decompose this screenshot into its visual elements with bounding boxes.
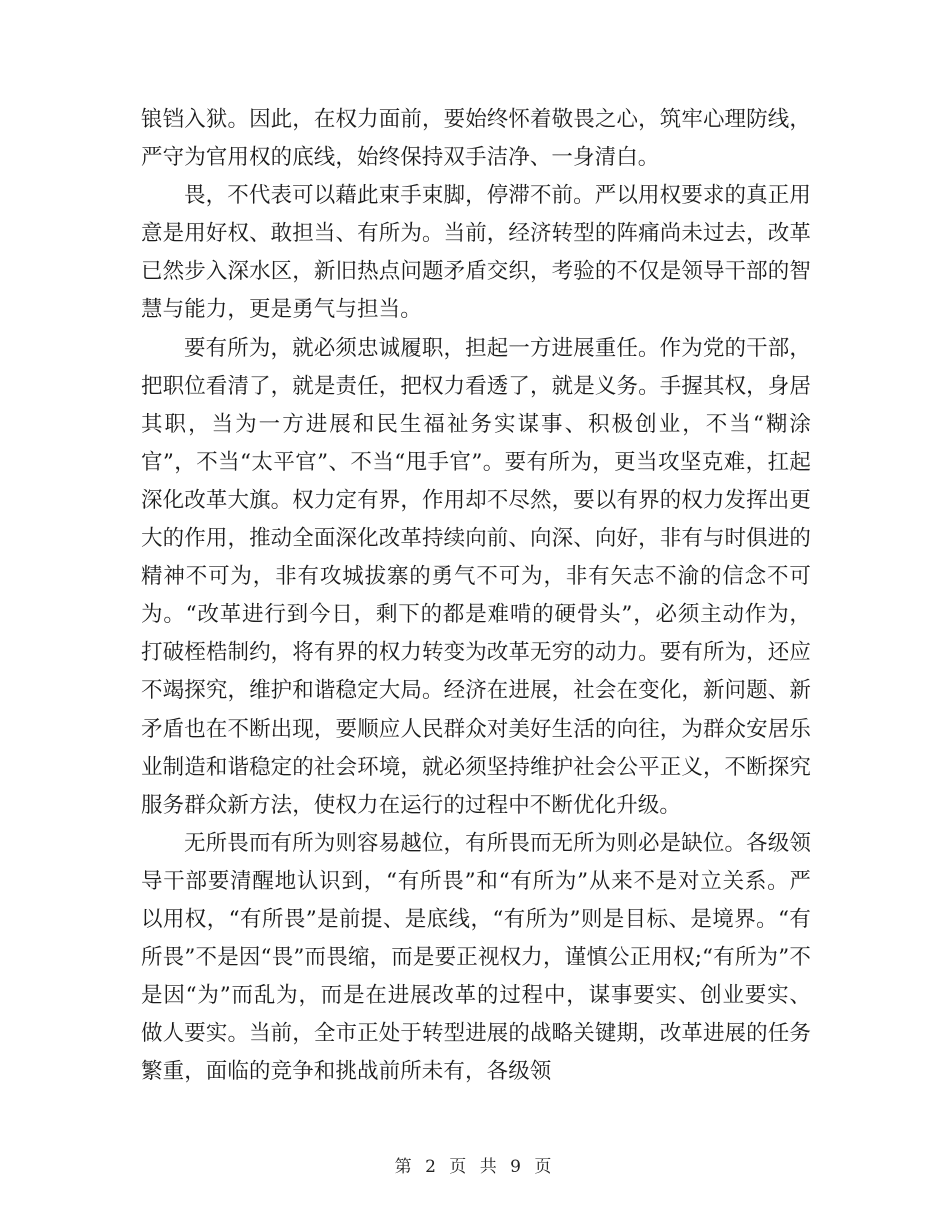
paragraph: 要有所为，就必须忠诚履职，担起一方进展重任。作为党的干部，把职位看清了，就是责任，把权力看透了，就是义务。手握其权，身居其职，当为一方进展和民生福祉务实谋事、积极创业，不当“糊涂官”，不当“太平官”、不当“甩手官”。要有所为，更当攻坚克难，扛起深化改革大旗。权力定有界，作用却不尽然，要以有界的权力发挥出更大的作用，推动全面深化改革持续向前、向深、向好，非有与时俱进的精神不可为，非有攻城拔寨的勇气不可为，非有矢志不渝的信念不可为。“改革进行到今日，剩下的都是难啃的硬骨头”，必须主动作为，打破桎梏制约，将有界的权力转变为改革无穷的动力。要有所为，还应不竭探究，维护和谐稳定大局。经济在进展，社会在变化，新问题、新矛盾也在不断出现，要顺应人民群众对美好生活的向往，为群众安居乐业制造和谐稳定的社会环境，就必须坚持维护社会公平正义，不断探究服务群众新方法，使权力在运行的过程中不断优化升级。 bbox=[141, 335, 811, 818]
paragraph-continued: 锒铛入狱。因此，在权力面前，要始终怀着敬畏之心，筑牢心理防线，严守为官用权的底线，始终保持双手洁净、一身清白。 bbox=[141, 107, 811, 171]
body-text bbox=[141, 101, 811, 1091]
paragraph: 无所畏而有所为则容易越位，有所畏而无所为则必是缺位。各级领导干部要清醒地认识到，“有所畏”和“有所为”从来不是对立关系。严以用权，“有所畏”是前提、是底线，“有所为”则是目标、是境界。“有所畏”不是因“畏”而畏缩，而是要正视权力，谨慎公正用权;“有所为”不是因“为”而乱为，而是在进展改革的过程中，谋事要实、创业要实、做人要实。当前，全市正处于转型进展的战略关键期，改革进展的任务繁重，面临的竞争和挑战前所未有，各级领 bbox=[141, 830, 811, 1085]
page-number-footer: 第 2 页 共 9 页 bbox=[394, 1157, 556, 1177]
paragraph: 畏，不代表可以藉此束手束脚，停滞不前。严以用权要求的真正用意是用好权、敢担当、有所为。当前，经济转型的阵痛尚未过去，改革已然步入深水区，新旧热点问题矛盾交织，考验的不仅是领导干部的智慧与能力，更是勇气与担当。 bbox=[141, 183, 811, 323]
